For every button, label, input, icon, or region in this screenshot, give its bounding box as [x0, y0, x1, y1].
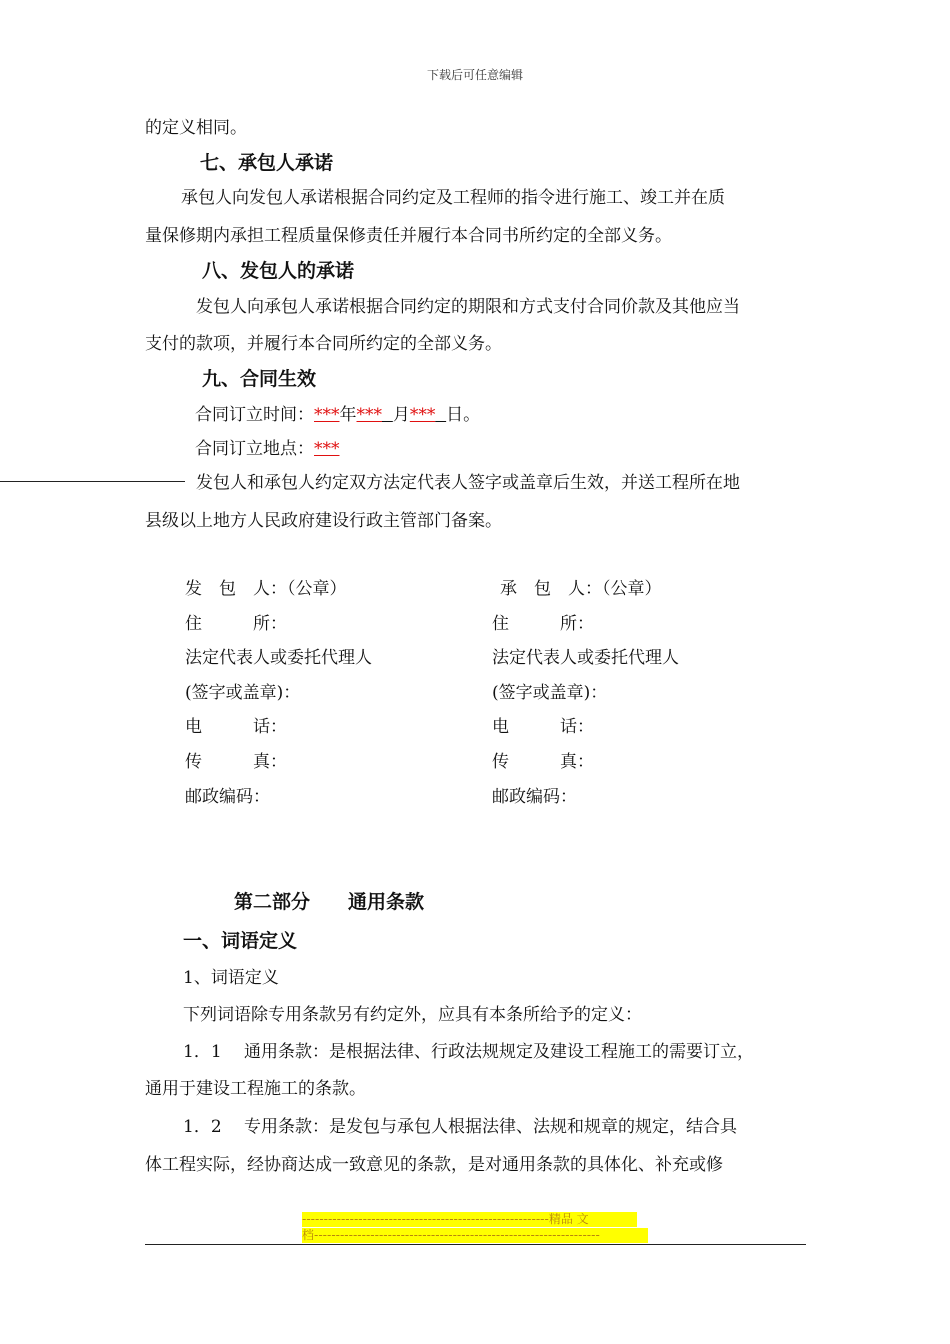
paragraph-line: 县级以上地方人民政府建设行政主管部门备案。 — [145, 511, 502, 531]
paragraph-line: 量保修期内承担工程质量保修责任并履行本合同书所约定的全部义务。 — [145, 226, 672, 246]
paragraph-line: 下列词语除专用条款另有约定外，应具有本条所给予的定义： — [183, 1005, 642, 1025]
footer-banner-line2: 档------------------------------------------------------------------ — [302, 1228, 648, 1243]
year-label: 年 — [339, 405, 357, 425]
place-placeholder: *** — [314, 439, 340, 459]
sig-representative: 法定代表人或委托代理人 — [185, 648, 372, 668]
section-heading-8: 八、发包人的承诺 — [202, 260, 355, 282]
day-placeholder: *** — [409, 405, 436, 425]
clause-1-2: 1．2 专用条款：是发包与承包人根据法律、法规和规章的规定，结合具 — [183, 1117, 738, 1137]
subsection-heading: 1、词语定义 — [183, 968, 279, 988]
sig-fax: 传 真： — [185, 752, 287, 772]
paragraph-line: 的定义相同。 — [145, 118, 247, 138]
sig-representative: 法定代表人或委托代理人 — [492, 648, 679, 668]
sig-address: 住 所： — [185, 614, 287, 634]
sig-contractor: 承 包 人：（公章） — [500, 579, 662, 599]
paragraph-line: 体工程实际，经协商达成一致意见的条款，是对通用条款的具体化、补充或修 — [145, 1155, 723, 1175]
sig-phone: 电 话： — [492, 717, 594, 737]
date-label: 合同订立时间： — [195, 405, 314, 425]
contract-place-line — [195, 438, 340, 460]
sig-postcode: 邮政编码： — [492, 787, 577, 807]
paragraph-line: 承包人向发包人承诺根据合同约定及工程师的指令进行施工、竣工并在质 — [181, 188, 725, 208]
year-placeholder: *** — [314, 405, 340, 425]
sig-employer: 发 包 人：（公章） — [185, 579, 347, 599]
margin-rule — [0, 481, 185, 482]
section-heading-7: 七、承包人承诺 — [200, 152, 334, 174]
paragraph-line: 通用于建设工程施工的条款。 — [145, 1079, 366, 1099]
part-title: 第二部分 通用条款 — [234, 891, 425, 913]
sig-postcode: 邮政编码： — [185, 787, 270, 807]
month-label: 月 — [392, 405, 410, 425]
sig-address: 住 所： — [492, 614, 594, 634]
month-placeholder: *** — [356, 405, 382, 425]
footer-banner-line1: ---------------------------------------------------------精品 文 — [302, 1212, 637, 1227]
contract-date-line: 合同订立时间：***年***​ 月***​ 日。 — [195, 405, 481, 425]
paragraph-line: 发包人向承包人承诺根据合同约定的期限和方式支付合同价款及其他应当 — [196, 297, 740, 317]
sig-fax: 传 真： — [492, 752, 594, 772]
paragraph-line: 发包人和承包人约定双方法定代表人签字或盖章后生效，并送工程所在地 — [196, 473, 740, 493]
section-heading-1: 一、词语定义 — [183, 930, 298, 952]
page-header: 下载后可任意编辑 — [426, 68, 523, 82]
section-heading-9: 九、合同生效 — [202, 368, 317, 390]
sig-sign-seal: (签字或盖章)： — [492, 683, 608, 703]
clause-1-1: 1．1 通用条款：是根据法律、行政法规规定及建设工程施工的需要订立， — [183, 1042, 755, 1062]
sig-sign-seal: (签字或盖章)： — [185, 683, 301, 703]
day-label: 日。 — [446, 405, 481, 425]
place-label: 合同订立地点： — [195, 439, 314, 459]
paragraph-line: 支付的款项，并履行本合同所约定的全部义务。 — [145, 334, 502, 354]
footer-rule — [145, 1244, 806, 1245]
sig-phone: 电 话： — [185, 717, 287, 737]
